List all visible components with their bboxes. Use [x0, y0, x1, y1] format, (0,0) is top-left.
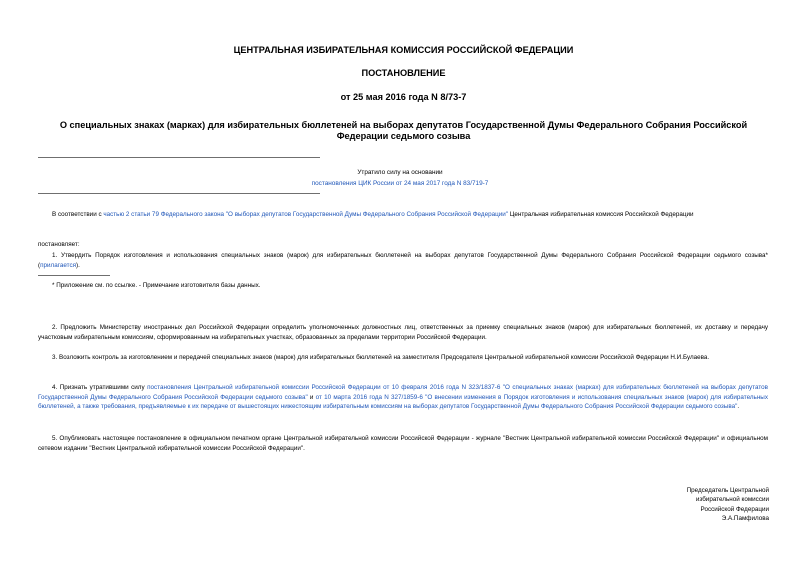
status-link[interactable]: постановления ЦИК России от 24 мая 2017 года N 83/719-7	[311, 180, 489, 187]
divider-line	[38, 193, 320, 194]
resolution-link-2[interactable]: от 10 марта 2016 года N 327/1859-6 "О внесении изменения в Порядок изготовления и использования специальных знаков (марок) для избирательных бюллетеней, а также требования, предъявляемые к их передаче от вышестоящих нижестоящим избирательным комиссиям на выборах депутатов Государственной Думы Федерального Собрания Российской Федерации седьмого созыва"	[38, 393, 768, 410]
footnote: * Приложение см. по ссылке. - Примечание изготовителя базы данных.	[52, 282, 261, 289]
signature-name: Э.А.Памфилова	[721, 514, 769, 522]
clause-4: 4. Признать утратившими силу постановления Центральной избирательной комиссии Российской Федерации от 10 февраля 2016 года N 323/1837-6 "О специальных знаках (марках) для избирательных бюллетеней на выборах депутатов Государственной Думы Федерального Собрания Российской Федерации седьмого созыва" и от 10 марта 2016 года N 327/1859-6 "О внесении изменения в Порядок изготовления и использования специальных знаков (марок) для избирательных бюллетеней, а также требования, предъявляемые к их передаче от вышестоящих нижестоящим избирательным комиссиям на выборах депутатов Государственной Думы Федерального Собрания Российской Федерации седьмого созыва".	[38, 384, 768, 410]
signature-line-3: Российской Федерации	[700, 505, 769, 513]
doc-date-number: от 25 мая 2016 года N 8/73-7	[340, 92, 467, 102]
resolves-label: постановляет:	[38, 241, 80, 248]
signature-line-2: избирательной комиссии	[695, 496, 769, 504]
clause-3: 3. Возложить контроль за изготовлением и передачей специальных знаков (марок) для избирательных бюллетеней на заместителя Председателя Центральной избирательной комиссии Российской Федерации Н.И.Булаева.	[52, 354, 710, 361]
status-note: Утратило силу на основании	[357, 169, 443, 176]
clause-5: 5. Опубликовать настоящее постановление в официальном печатном органе Центральной избирательной комиссии Российской Федерации - журнале "Вестник Центральной избирательной комиссии Российской Федерации" и официальном сетевом издании "Вестник Центральной избирательной комиссии Российской Федерации".	[38, 435, 768, 452]
issuer-heading: ЦЕНТРАЛЬНАЯ ИЗБИРАТЕЛЬНАЯ КОМИССИЯ РОССИЙСКОЙ ФЕДЕРАЦИИ	[233, 45, 574, 55]
resolution-link-1[interactable]: постановления Центральной избирательной комиссии Российской Федерации от 10 февраля 2016 года N 323/1837-6 "О специальных знаках (марках) для избирательных бюллетеней на выборах депутатов Государственной Думы Федерального Собрания Российской Федерации седьмого созыва"	[38, 384, 768, 401]
doc-title: О специальных знаках (марках) для избирательных бюллетеней на выборах депутатов Государственной Думы Федерального Собрания Российской Федерации седьмого созыва	[59, 120, 748, 141]
divider-line	[38, 157, 320, 158]
preamble-paragraph: В соответствии с частью 2 статьи 79 Федерального закона "О выборах депутатов Государственной Думы Федерального Собрания Российской Федерации" Центральная избирательная комиссия Российской Федерации	[52, 211, 694, 218]
footnote-divider	[38, 275, 110, 276]
doc-type-heading: ПОСТАНОВЛЕНИЕ	[361, 68, 446, 78]
clause-2: 2. Предложить Министерству иностранных дел Российской Федерации определить уполномоченных должностных лиц, ответственных за приемку специальных знаков (марок) для избирательных бюллетеней, их доставку и передачу участковым избирательным комиссиям, сформированным на избирательных участках, образованных за пределами территории Российской Федерации.	[38, 324, 768, 341]
clause-1: 1. Утвердить Порядок изготовления и использования специальных знаков (марок) для избирательных бюллетеней на выборах депутатов Государственной Думы Федерального Собрания Российской Федерации седьмого созыва* (прилагается).	[38, 252, 768, 269]
attachment-link[interactable]: прилагается	[40, 261, 77, 269]
signature-line-1: Председатель Центральной	[686, 487, 769, 494]
signature-block	[609, 486, 769, 523]
law-link[interactable]: частью 2 статьи 79 Федерального закона "О выборах депутатов Государственной Думы Федерального Собрания Российской Федерации"	[103, 211, 508, 218]
